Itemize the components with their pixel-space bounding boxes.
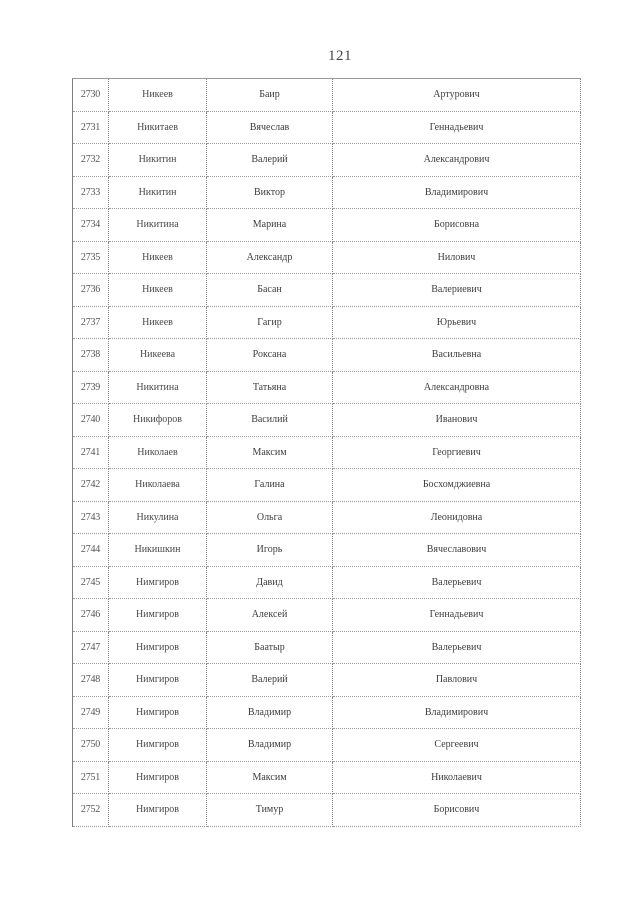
table-row bbox=[73, 761, 581, 794]
patronymic: Николаевич bbox=[333, 761, 581, 794]
last-name: Нимгиров bbox=[109, 664, 207, 697]
name-list-table bbox=[72, 78, 581, 827]
last-name: Нимгиров bbox=[109, 631, 207, 664]
table-row bbox=[73, 794, 581, 827]
patronymic: Валерьевич bbox=[333, 631, 581, 664]
first-name: Марина bbox=[207, 209, 333, 242]
last-name: Нимгиров bbox=[109, 599, 207, 632]
first-name: Басан bbox=[207, 274, 333, 307]
row-number: 2737 bbox=[73, 306, 109, 339]
table-row bbox=[73, 631, 581, 664]
row-number: 2736 bbox=[73, 274, 109, 307]
patronymic: Борисович bbox=[333, 794, 581, 827]
row-number: 2752 bbox=[73, 794, 109, 827]
row-number: 2742 bbox=[73, 469, 109, 502]
first-name: Баир bbox=[207, 79, 333, 112]
last-name: Никишкин bbox=[109, 534, 207, 567]
row-number: 2747 bbox=[73, 631, 109, 664]
first-name: Виктор bbox=[207, 176, 333, 209]
last-name: Нимгиров bbox=[109, 794, 207, 827]
table-row bbox=[73, 599, 581, 632]
row-number: 2749 bbox=[73, 696, 109, 729]
table-row bbox=[73, 339, 581, 372]
first-name: Валерий bbox=[207, 144, 333, 177]
last-name: Нимгиров bbox=[109, 761, 207, 794]
last-name: Никитин bbox=[109, 176, 207, 209]
table-row bbox=[73, 534, 581, 567]
table-row bbox=[73, 729, 581, 762]
patronymic: Артурович bbox=[333, 79, 581, 112]
row-number: 2738 bbox=[73, 339, 109, 372]
first-name: Игорь bbox=[207, 534, 333, 567]
row-number: 2744 bbox=[73, 534, 109, 567]
row-number: 2746 bbox=[73, 599, 109, 632]
table-row bbox=[73, 274, 581, 307]
first-name: Галина bbox=[207, 469, 333, 502]
last-name: Николаева bbox=[109, 469, 207, 502]
table-row bbox=[73, 306, 581, 339]
patronymic: Владимирович bbox=[333, 176, 581, 209]
last-name: Никеева bbox=[109, 339, 207, 372]
patronymic: Геннадьевич bbox=[333, 111, 581, 144]
table-row bbox=[73, 404, 581, 437]
first-name: Баатыр bbox=[207, 631, 333, 664]
last-name: Нимгиров bbox=[109, 696, 207, 729]
patronymic: Александрович bbox=[333, 144, 581, 177]
last-name: Никеев bbox=[109, 79, 207, 112]
row-number: 2733 bbox=[73, 176, 109, 209]
table-row bbox=[73, 664, 581, 697]
patronymic: Геннадьевич bbox=[333, 599, 581, 632]
first-name: Ольга bbox=[207, 501, 333, 534]
table-row bbox=[73, 371, 581, 404]
patronymic: Иванович bbox=[333, 404, 581, 437]
last-name: Никитаев bbox=[109, 111, 207, 144]
name-list-body bbox=[73, 79, 581, 827]
row-number: 2740 bbox=[73, 404, 109, 437]
first-name: Тимур bbox=[207, 794, 333, 827]
row-number: 2750 bbox=[73, 729, 109, 762]
row-number: 2732 bbox=[73, 144, 109, 177]
first-name: Алексей bbox=[207, 599, 333, 632]
first-name: Максим bbox=[207, 436, 333, 469]
table-row bbox=[73, 566, 581, 599]
first-name: Александр bbox=[207, 241, 333, 274]
first-name: Роксана bbox=[207, 339, 333, 372]
patronymic: Сергеевич bbox=[333, 729, 581, 762]
first-name: Татьяна bbox=[207, 371, 333, 404]
table-row bbox=[73, 436, 581, 469]
patronymic: Леонидовна bbox=[333, 501, 581, 534]
first-name: Валерий bbox=[207, 664, 333, 697]
row-number: 2730 bbox=[73, 79, 109, 112]
first-name: Василий bbox=[207, 404, 333, 437]
row-number: 2745 bbox=[73, 566, 109, 599]
table-row bbox=[73, 501, 581, 534]
patronymic: Владимирович bbox=[333, 696, 581, 729]
patronymic: Васильевна bbox=[333, 339, 581, 372]
patronymic: Валерьевич bbox=[333, 566, 581, 599]
table-row bbox=[73, 79, 581, 112]
last-name: Нимгиров bbox=[109, 566, 207, 599]
patronymic: Нилович bbox=[333, 241, 581, 274]
page-number: 121 bbox=[328, 48, 352, 64]
patronymic: Валериевич bbox=[333, 274, 581, 307]
patronymic: Борисовна bbox=[333, 209, 581, 242]
table-row bbox=[73, 469, 581, 502]
row-number: 2734 bbox=[73, 209, 109, 242]
last-name: Никифоров bbox=[109, 404, 207, 437]
first-name: Вячеслав bbox=[207, 111, 333, 144]
row-number: 2748 bbox=[73, 664, 109, 697]
table-row bbox=[73, 176, 581, 209]
table-row bbox=[73, 144, 581, 177]
last-name: Никеев bbox=[109, 306, 207, 339]
row-number: 2741 bbox=[73, 436, 109, 469]
row-number: 2735 bbox=[73, 241, 109, 274]
patronymic: Александровна bbox=[333, 371, 581, 404]
last-name: Никеев bbox=[109, 274, 207, 307]
last-name: Никитин bbox=[109, 144, 207, 177]
first-name: Давид bbox=[207, 566, 333, 599]
patronymic: Георгиевич bbox=[333, 436, 581, 469]
table-row bbox=[73, 696, 581, 729]
first-name: Владимир bbox=[207, 729, 333, 762]
patronymic: Вячеславович bbox=[333, 534, 581, 567]
patronymic: Павлович bbox=[333, 664, 581, 697]
row-number: 2751 bbox=[73, 761, 109, 794]
table-row bbox=[73, 241, 581, 274]
first-name: Владимир bbox=[207, 696, 333, 729]
row-number: 2743 bbox=[73, 501, 109, 534]
table-row bbox=[73, 209, 581, 242]
patronymic: Босхомджиевна bbox=[333, 469, 581, 502]
first-name: Гагир bbox=[207, 306, 333, 339]
patronymic: Юрьевич bbox=[333, 306, 581, 339]
last-name: Никитина bbox=[109, 209, 207, 242]
last-name: Никитина bbox=[109, 371, 207, 404]
last-name: Никулина bbox=[109, 501, 207, 534]
last-name: Николаев bbox=[109, 436, 207, 469]
row-number: 2739 bbox=[73, 371, 109, 404]
last-name: Нимгиров bbox=[109, 729, 207, 762]
first-name: Максим bbox=[207, 761, 333, 794]
table-row bbox=[73, 111, 581, 144]
last-name: Никеев bbox=[109, 241, 207, 274]
row-number: 2731 bbox=[73, 111, 109, 144]
